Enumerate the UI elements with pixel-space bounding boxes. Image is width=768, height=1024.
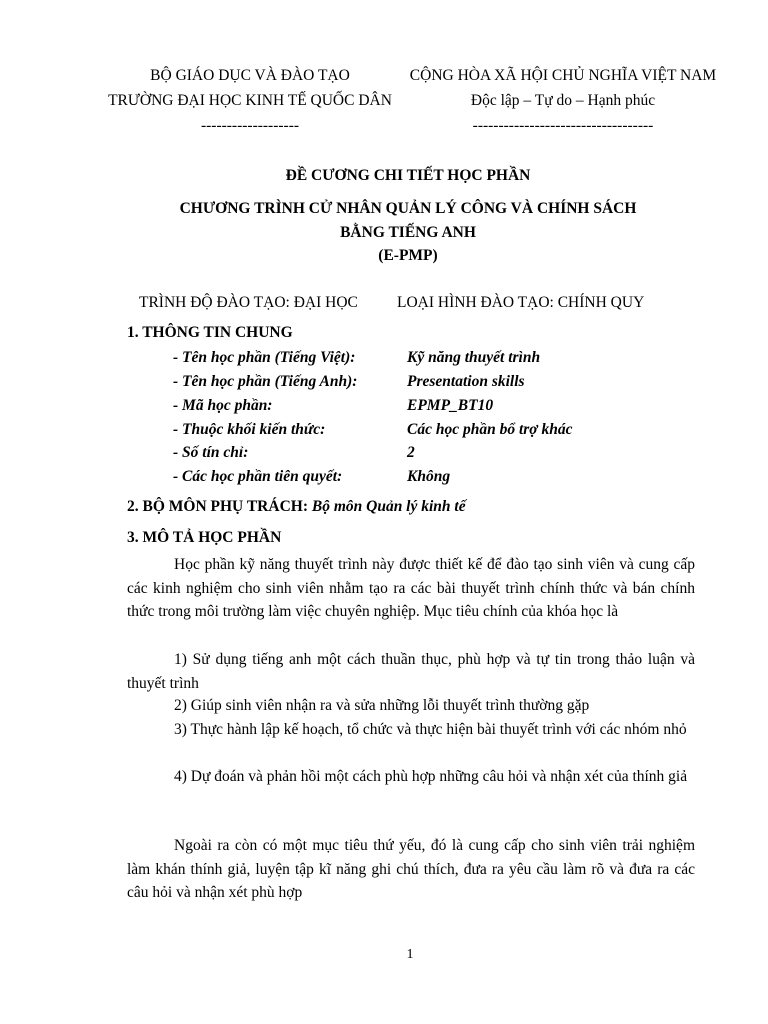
university-name: TRƯỜNG ĐẠI HỌC KINH TẾ QUỐC DÂN (108, 92, 392, 109)
objective-item: 3) Thực hành lập kế hoạch, tổ chức và thực hiện bài thuyết trình với các nhóm nhỏ (174, 721, 687, 738)
header-left-rule: ------------------- (200, 117, 300, 134)
national-motto: Độc lập – Tự do – Hạnh phúc (470, 92, 656, 109)
info-label: - Mã học phần: (173, 397, 273, 414)
info-value: Kỹ năng thuyết trình (407, 349, 541, 366)
program-code: (E-PMP) (378, 247, 438, 264)
country-name: CỘNG HÒA XÃ HỘI CHỦ NGHĨA VIỆT NAM (409, 67, 717, 84)
objective-item: 4) Dự đoán và phản hồi một cách phù hợp những câu hỏi và nhận xét của thính giả (174, 768, 688, 785)
info-label: - Các học phần tiên quyết: (173, 468, 343, 485)
secondary-objective: Ngoài ra còn có một mục tiêu thứ yếu, đó là cung cấp cho sinh viên trải nghiệm làm khán thính giả, luyện tập kĩ năng ghi chú thích, đưa ra yêu cầu làm rõ và đưa ra các câu hỏi và nhận xét phù hợp (127, 837, 695, 901)
info-label: - Tên học phần (Tiếng Anh): (173, 373, 358, 390)
info-value: Các học phần bổ trợ khác (407, 421, 573, 438)
info-value: Presentation skills (407, 373, 525, 390)
info-value: EPMP_BT10 (407, 397, 494, 414)
ministry-name: BỘ GIÁO DỤC VÀ ĐÀO TẠO (150, 67, 350, 84)
page-number: 1 (406, 947, 414, 962)
info-value: Không (407, 468, 451, 485)
info-label: - Số tín chỉ: (173, 444, 249, 461)
department-name: Bộ môn Quản lý kinh tế (311, 498, 466, 515)
section2 (127, 498, 466, 516)
program-title: CHƯƠNG TRÌNH CỬ NHÂN QUẢN LÝ CÔNG VÀ CHÍNH SÁCH (179, 200, 637, 217)
objective-item: 1) Sử dụng tiếng anh một cách thuần thục, phù hợp và tự tin trong thảo luận và thuyết trình (127, 651, 695, 692)
objective-item: 2) Giúp sinh viên nhận ra và sửa những lỗi thuyết trình thường gặp (174, 697, 590, 714)
document-title: ĐỀ CƯƠNG CHI TIẾT HỌC PHẦN (285, 167, 531, 184)
header-right-rule: ----------------------------------- (472, 117, 654, 134)
program-title-line2: BẰNG TIẾNG ANH (340, 224, 476, 241)
section1-heading: 1. THÔNG TIN CHUNG (127, 324, 293, 341)
info-value: 2 (407, 444, 415, 461)
course-description: Học phần kỹ năng thuyết trình này được thiết kế để đào tạo sinh viên và cung cấp các kinh nghiệm cho sinh viên nhằm tạo ra các bài thuyết trình chính thức và bán chính thức trong môi trường làm việc chuyên nghiệp. Mục tiêu chính của khóa học là (127, 556, 695, 620)
section3-heading: 3. MÔ TẢ HỌC PHẦN (127, 529, 282, 546)
info-label: - Thuộc khối kiến thức: (173, 421, 326, 438)
training-type: LOẠI HÌNH ĐÀO TẠO: CHÍNH QUY (397, 294, 645, 311)
training-level: TRÌNH ĐỘ ĐÀO TẠO: ĐẠI HỌC (139, 294, 358, 311)
info-label: - Tên học phần (Tiếng Việt): (173, 349, 356, 366)
section2-heading: 2. BỘ MÔN PHỤ TRÁCH: (127, 498, 308, 515)
